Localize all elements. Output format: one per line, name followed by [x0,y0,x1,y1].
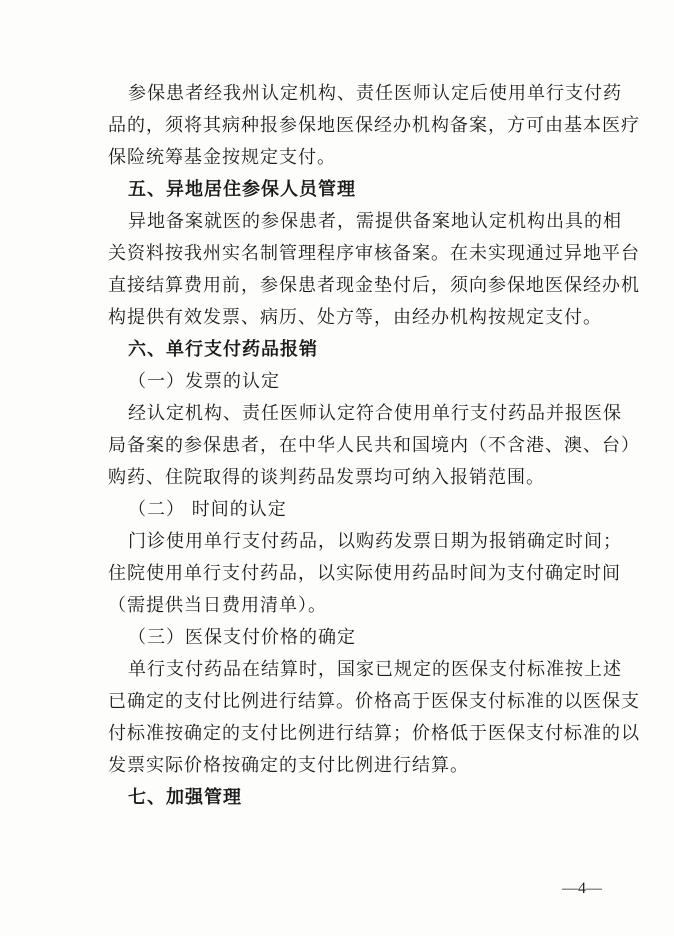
section-heading-6: 六、单行支付药品报销 [128,339,318,360]
text-line: 参保患者经我州认定机构、责任医师认定后使用单行支付药 [128,83,622,104]
paragraph-remote-insured [108,206,640,334]
text-line: 门诊使用单行支付药品，以购药发票日期为报销确定时间； [128,531,622,552]
section-heading-7: 七、加强管理 [128,787,242,808]
subheading-time: （二） 时间的认定 [128,499,287,520]
text-line: 已确定的支付比例进行结算。价格高于医保支付标准的以医保支 [108,691,640,712]
text-line: 经认定机构、责任医师认定符合使用单行支付药品并报医保 [128,403,622,424]
page-number: —4— [562,880,602,897]
text-line: 关资料按我州实名制管理程序审核备案。在未实现通过异地平台 [108,243,640,264]
text-line: 单行支付药品在结算时，国家已规定的医保支付标准按上述 [128,659,622,680]
text-line: 保险统筹基金按规定支付。 [108,147,336,168]
text-line: 局备案的参保患者，在中华人民共和国境内（不含港、澳、台） [108,435,640,456]
text-line: （需提供当日费用清单）。 [108,595,327,616]
text-line: 直接结算费用前，参保患者现金垫付后，须向参保地医保经办机 [108,275,640,296]
document-body [108,78,640,814]
text-line: 品的，须将其病种报参保地医保经办机构备案，方可由基本医疗 [108,115,640,136]
paragraph-price [108,654,640,782]
text-line: 住院使用单行支付药品，以实际使用药品时间为支付确定时间 [108,563,621,584]
paragraph-time [108,526,622,622]
paragraph-invoice [108,398,640,494]
text-line: 付标准按确定的支付比例进行结算；价格低于医保支付标准的以 [108,723,640,744]
paragraph-drug-approval [108,78,640,174]
text-line: 发票实际价格按确定的支付比例进行结算。 [108,755,469,776]
subheading-price: （三）医保支付价格的确定 [128,627,356,648]
text-line: 购药、住院取得的谈判药品发票均可纳入报销范围。 [108,467,545,488]
section-heading-5: 五、异地居住参保人员管理 [128,179,356,200]
subheading-invoice: （一）发票的认定 [128,371,280,392]
text-line: 异地备案就医的参保患者，需提供备案地认定机构出具的相 [128,211,622,232]
text-line: 构提供有效发票、病历、处方等，由经办机构按规定支付。 [108,307,602,328]
